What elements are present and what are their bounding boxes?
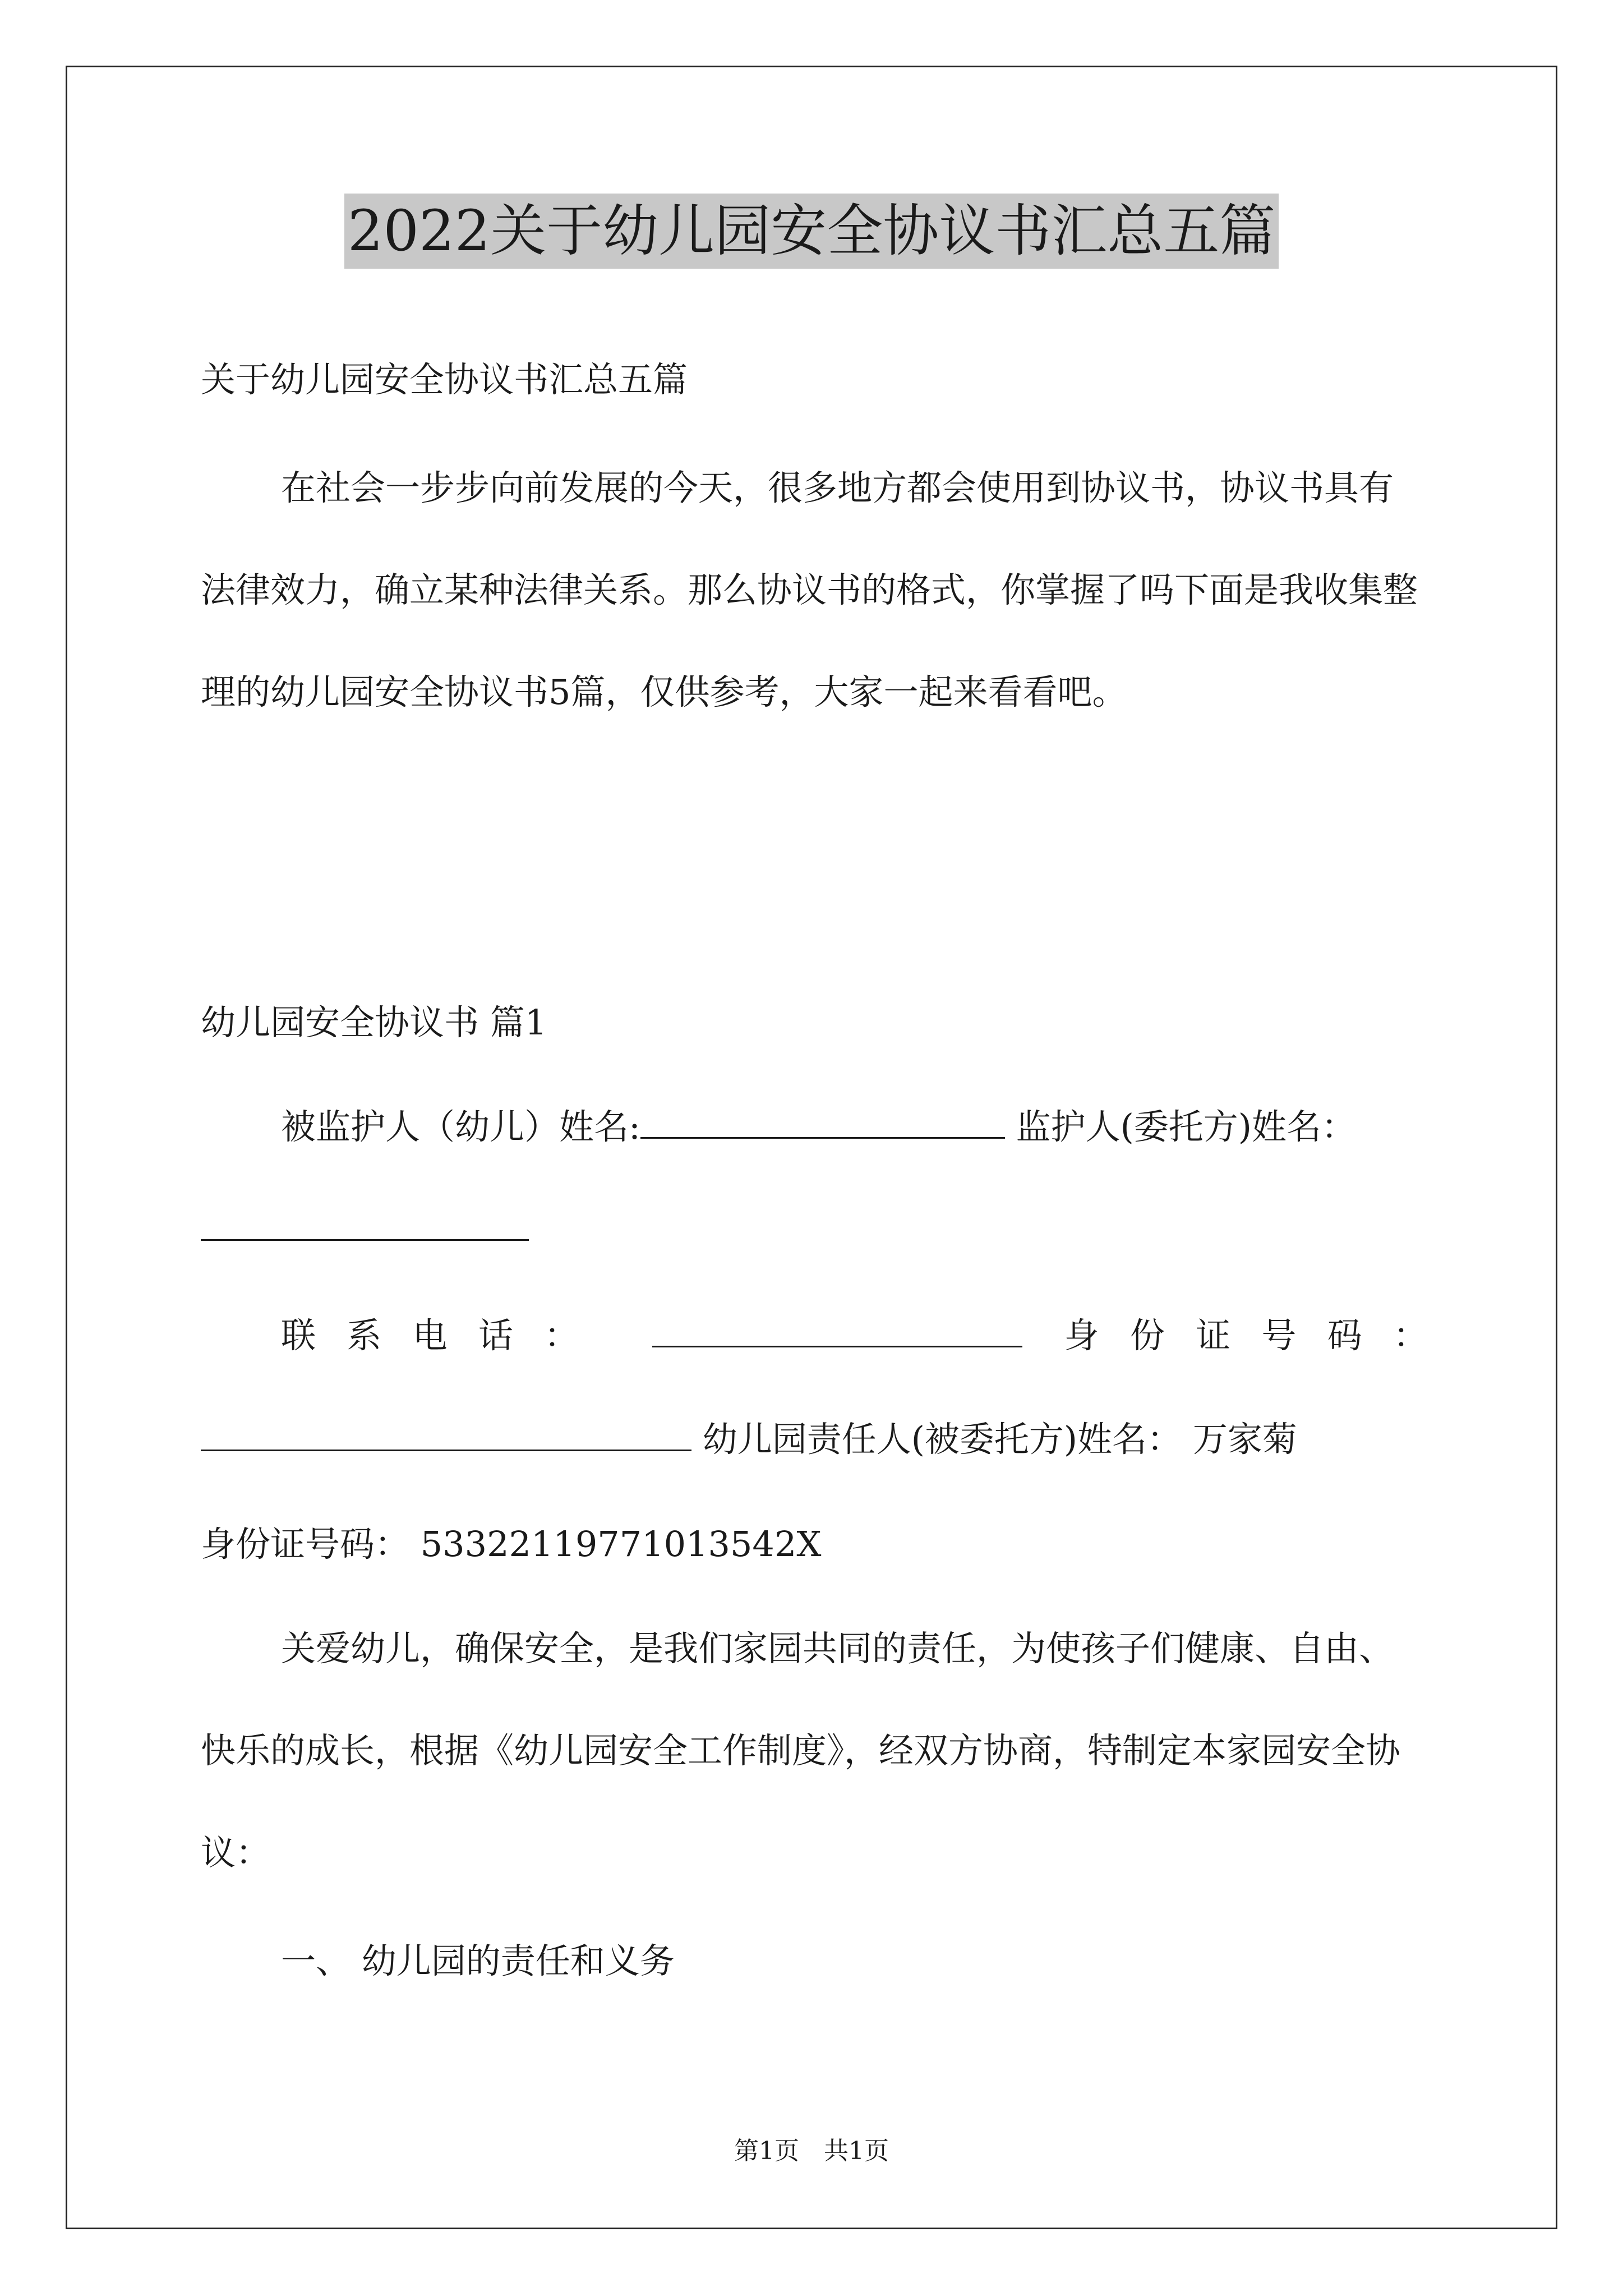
guardian-name-blank[interactable]: [201, 1211, 529, 1241]
id-label: 身份证号码：: [1064, 1315, 1428, 1356]
id-number-value: 53322119771013542X: [420, 1524, 822, 1565]
id-blank[interactable]: [201, 1421, 691, 1451]
page-footer: 第1页 共1页: [734, 2137, 889, 2165]
kindergarten-label: 幼儿园责任人(被委托方)姓名：: [702, 1419, 1182, 1460]
contact-line: [201, 1285, 1428, 1387]
document-title: 2022关于幼儿园安全协议书汇总五篇: [344, 194, 1279, 269]
purpose-paragraph: 关爱幼儿，确保安全，是我们家园共同的责任，为使孩子们健康、自由、快乐的成长，根据《幼儿园安全工作制度》，经双方协商，特制定本家园安全协议：: [201, 1628, 1401, 1873]
document-subtitle: 关于幼儿园安全协议书汇总五篇: [201, 359, 688, 400]
child-name-label: 被监护人（幼儿）姓名:: [281, 1106, 640, 1147]
phone-label: 联系电话：: [281, 1315, 610, 1356]
guardian-line: [201, 1076, 1428, 1280]
intro-paragraph: 在社会一步步向前发展的今天，很多地方都会使用到协议书，协议书具有法律效力，确立某种法律关系。那么协议书的格式，你掌握了吗下面是我收集整理的幼儿园安全协议书5篇，仅供参考，大家一起来看看吧。: [201, 467, 1418, 712]
child-name-blank[interactable]: [640, 1109, 1005, 1139]
guardian-name-label: 监护人(委托方)姓名：: [1016, 1106, 1356, 1147]
section-heading: 幼儿园安全协议书 篇1: [201, 1002, 547, 1043]
title-container: [0, 194, 1623, 269]
kindergarten-line: [201, 1388, 1428, 1490]
phone-blank[interactable]: [652, 1318, 1022, 1347]
id-line: [201, 1493, 1428, 1595]
clause-heading: 一、 幼儿园的责任和义务: [281, 1940, 675, 1981]
id-number-label: 身份证号码：: [201, 1524, 410, 1565]
kindergarten-name: 万家菊: [1192, 1419, 1297, 1460]
